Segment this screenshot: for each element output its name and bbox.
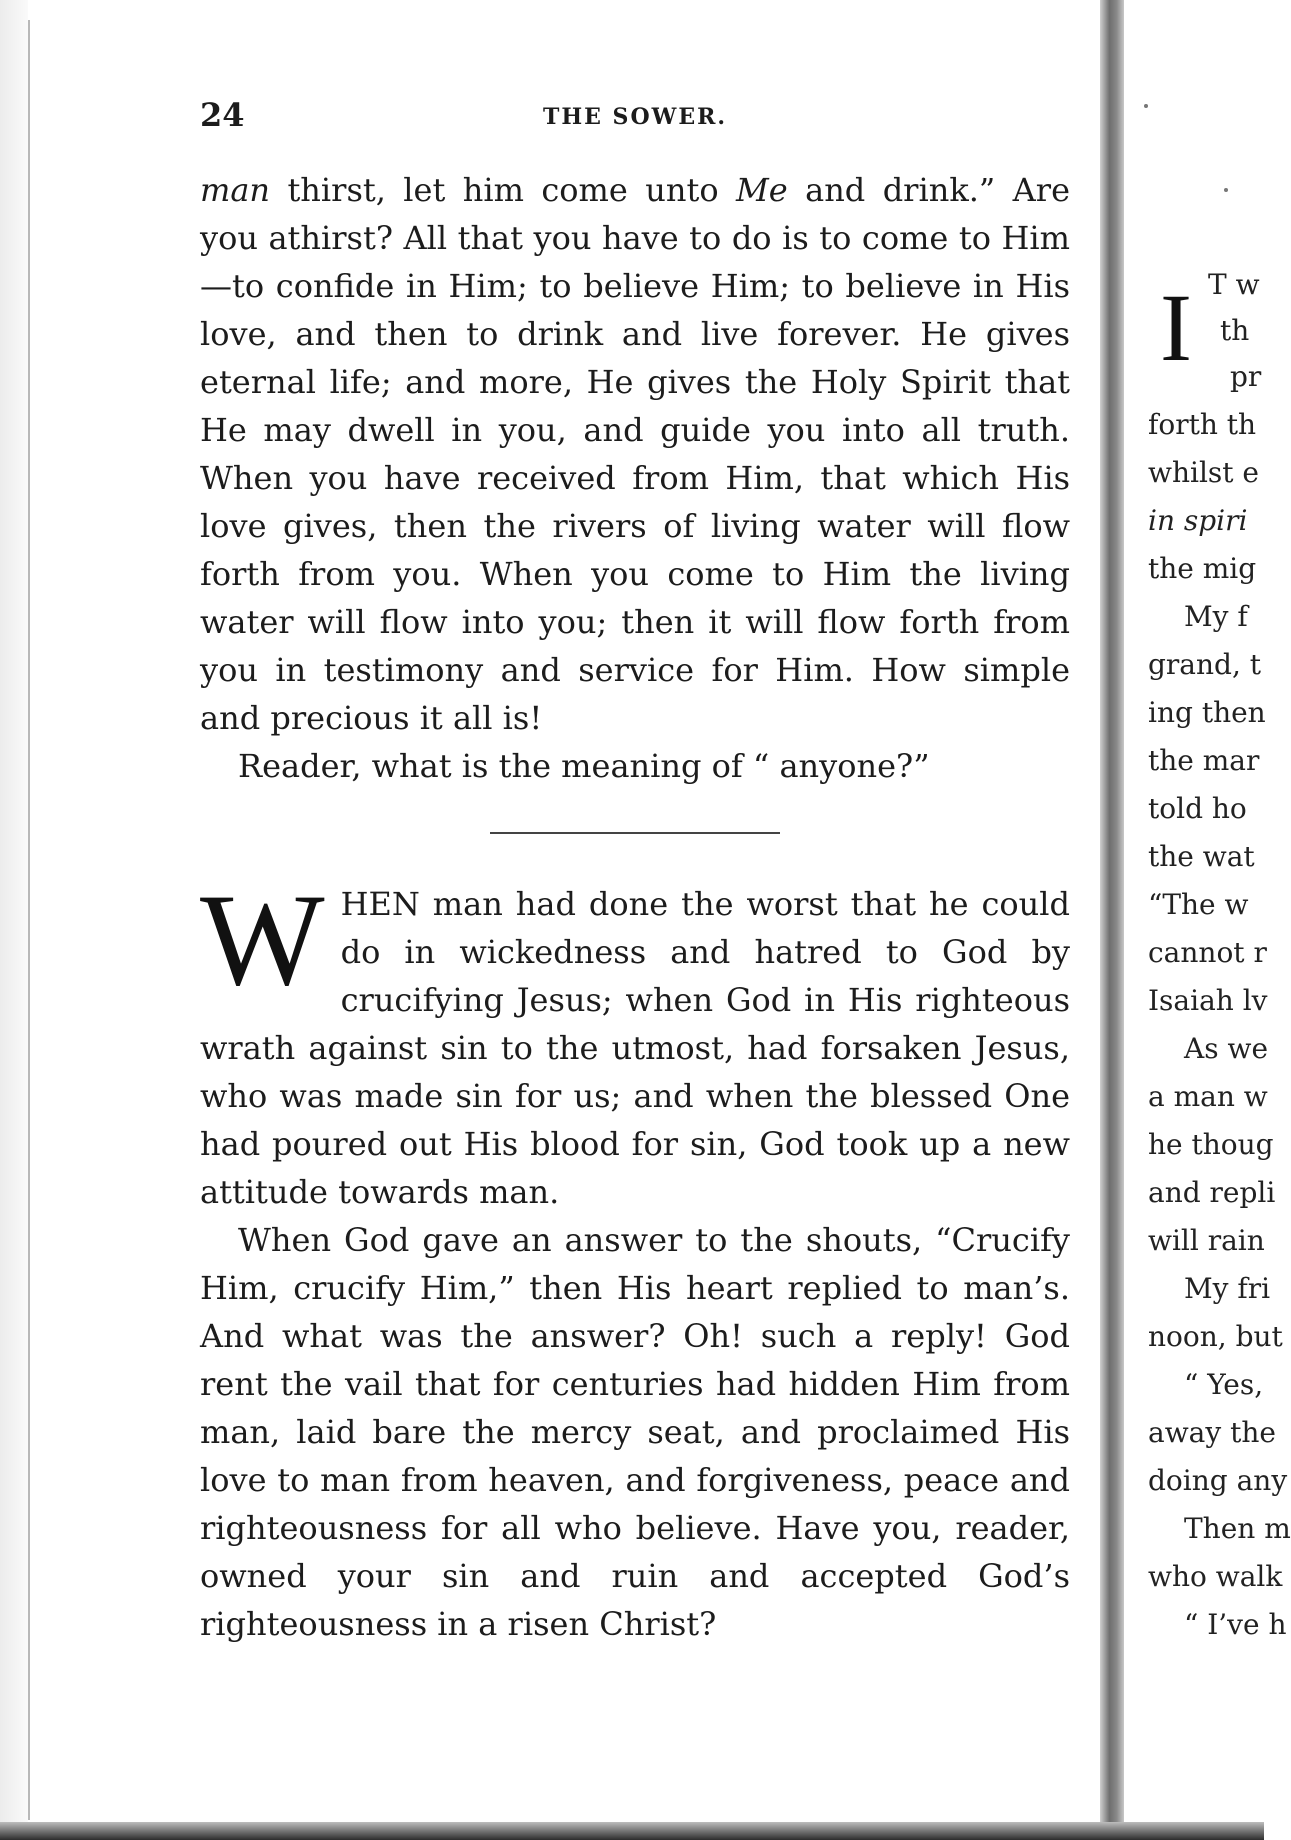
speck: [1224, 188, 1228, 192]
running-head: THE SOWER.: [542, 104, 728, 130]
next-page-line: My f: [1184, 600, 1248, 633]
next-page-line: grand, t: [1148, 648, 1262, 681]
next-page-line: T w: [1208, 268, 1260, 301]
section-paragraph-1: [200, 866, 1070, 1216]
next-page-line: in spiri: [1148, 504, 1248, 537]
speck: [1144, 104, 1148, 108]
paragraph-continuation: [200, 166, 1070, 742]
paragraph-text-b: and drink.” Are you athirst? All that you have to do is to come to Him—to confide in Him; to believe Him; to believe in His love, and then to drink and live forever. He gives eternal life; and more, He gives the Holy Spirit that He may dwell in you, and guide you into all truth. When you have received from Him, that which His love gives, then the rivers of living water will flow forth from you. When you come to Him the living water will flow into you; then it will flow forth from you in testimony and service for Him. How simple and precious it all is!: [200, 171, 1071, 737]
page-number: 24: [200, 96, 245, 134]
drop-cap: W: [200, 866, 325, 1013]
next-page-line: a man w: [1148, 1080, 1268, 1113]
paragraph-reader-question: Reader, what is the meaning of “ anyone?”: [238, 747, 930, 785]
next-page-line: Then m: [1184, 1512, 1291, 1545]
scan-edge-bottom: [0, 1822, 1264, 1840]
next-page-line: th: [1220, 314, 1250, 347]
next-page-line: cannot r: [1148, 936, 1267, 969]
next-page-drop-cap: I: [1160, 274, 1192, 381]
next-page-line: away the: [1148, 1416, 1276, 1449]
italic-word-man: man: [200, 171, 271, 209]
next-page-line: and repli: [1148, 1176, 1276, 1209]
next-page-line: noon, but: [1148, 1320, 1283, 1353]
left-page: [200, 96, 1070, 1796]
next-page-line: “The w: [1148, 888, 1249, 921]
next-page-line: Isaiah lv: [1148, 984, 1268, 1017]
next-page-line: ing then: [1148, 696, 1266, 729]
next-page-line: As we: [1184, 1032, 1269, 1065]
next-page-line: “ Yes,: [1184, 1368, 1264, 1401]
next-page-line: My fri: [1184, 1272, 1271, 1305]
next-page-line: will rain: [1148, 1224, 1265, 1257]
page-edge-rule: [28, 20, 30, 1820]
next-page-line: whilst e: [1148, 456, 1260, 489]
section-divider: [490, 832, 780, 834]
next-page-line: the mar: [1148, 744, 1260, 777]
scan-edge-left: [0, 0, 28, 1840]
page-header: [200, 96, 1070, 136]
next-page-line: who walk: [1148, 1560, 1283, 1593]
book-gutter: [1100, 0, 1124, 1840]
next-page-line: the wat: [1148, 840, 1255, 873]
section-paragraph-1-text: HEN man had done the worst that he could do in wickedness and hatred to God by crucifying Jesus; when God in His righteous wrath against sin to the utmost, had forsaken Jesus, who was made sin for us; and when the blessed One had poured out His blood for sin, God took up a new attitude towards man.: [200, 885, 1070, 1211]
next-page-line: forth th: [1148, 408, 1257, 441]
next-page-line: the mig: [1148, 552, 1257, 585]
next-page-fragment: [1124, 0, 1291, 1822]
next-page-line: doing any: [1148, 1464, 1288, 1497]
italic-word-me: Me: [736, 171, 788, 209]
next-page-line: “ I’ve h: [1184, 1608, 1287, 1641]
next-page-line: told ho: [1148, 792, 1247, 825]
section-paragraph-2: When God gave an answer to the shouts, “Crucify Him, crucify Him,” then His heart replied to man’s. And what was the answer? Oh! such a reply! God rent the vail that for centuries had hidden Him from man, laid bare the mercy seat, and proclaimed His love to man from heaven, and forgiveness, peace and righteousness for all who believe. Have you, reader, owned your sin and ruin and accepted God’s righteousness in a risen Christ?: [200, 1221, 1070, 1643]
paragraph-text-a: thirst, let him come unto: [270, 171, 736, 209]
next-page-line: pr: [1230, 360, 1262, 393]
next-page-line: he thoug: [1148, 1128, 1274, 1161]
